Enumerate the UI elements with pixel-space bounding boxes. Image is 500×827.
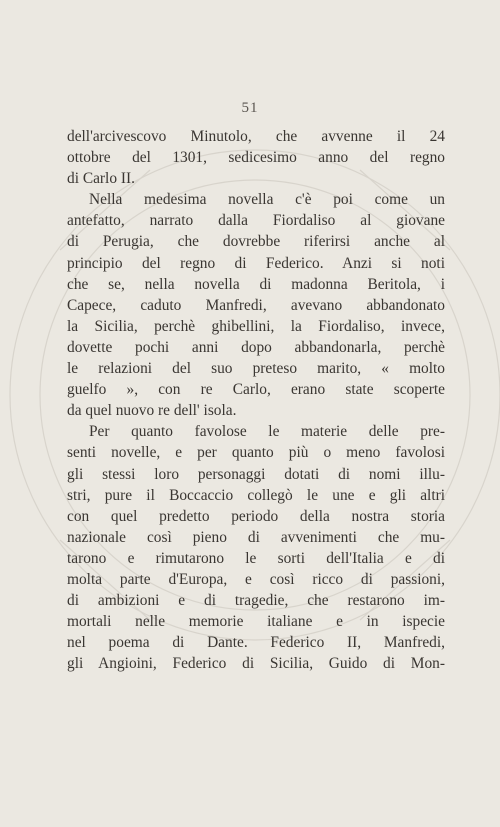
text-line: ottobre del 1301, sedicesimo anno del regno (67, 149, 445, 167)
text-line: tarono e rimutarono le sorti dell'Italia e di (67, 549, 445, 567)
text-line: di Perugia, che dovrebbe riferirsi anche al (67, 233, 445, 251)
page-number: 51 (241, 100, 259, 116)
text-line: di Carlo II. (67, 170, 135, 188)
text-line: gli stessi loro personaggi dotati di nomi illu- (67, 465, 445, 483)
text-line: stri, pure il Boccaccio collegò le une e gli altri (67, 486, 445, 504)
text-line: nazionale così pieno di avvenimenti che mu- (67, 528, 445, 546)
text-line: dell'arcivescovo Minutolo, che avvenne il 24 (67, 128, 445, 145)
text-line: con quel predetto periodo della nostra storia (67, 507, 445, 525)
text-line: Capece, caduto Manfredi, avevano abbandonato (67, 296, 445, 314)
text-line: Per quanto favolose le materie delle pre- (89, 423, 445, 441)
text-line: molta parte d'Europa, e così ricco di passioni, (67, 570, 445, 588)
text-line: la Sicilia, perchè ghibellini, la Fiordaliso, invece, (67, 317, 445, 335)
text-line: antefatto, narrato dalla Fiordaliso al giovane (67, 212, 445, 230)
text-line: senti novelle, e per quanto più o meno favolosi (67, 444, 445, 462)
text-line: da quel nuovo re dell' isola. (67, 402, 237, 420)
text-line: di ambizioni e di tragedie, che restarono im- (67, 592, 445, 610)
text-line: dovette pochi anni dopo abbandonarla, perchè (67, 338, 445, 356)
text-line: mortali nelle memorie italiane e in ispecie (67, 613, 445, 631)
text-line: le relazioni del suo preteso marito, « molto (67, 360, 445, 378)
text-line: nel poema di Dante. Federico II, Manfredi, (67, 634, 445, 652)
text-line: che se, nella novella di madonna Beritola, i (67, 275, 445, 293)
text-line: principio del regno di Federico. Anzi si noti (67, 254, 445, 272)
text-line: guelfo », con re Carlo, erano state scoperte (67, 381, 445, 399)
text-line: gli Angioini, Federico di Sicilia, Guido di Mon- (67, 655, 445, 673)
text-line: Nella medesima novella c'è poi come un (89, 191, 445, 209)
body-text (67, 126, 445, 674)
